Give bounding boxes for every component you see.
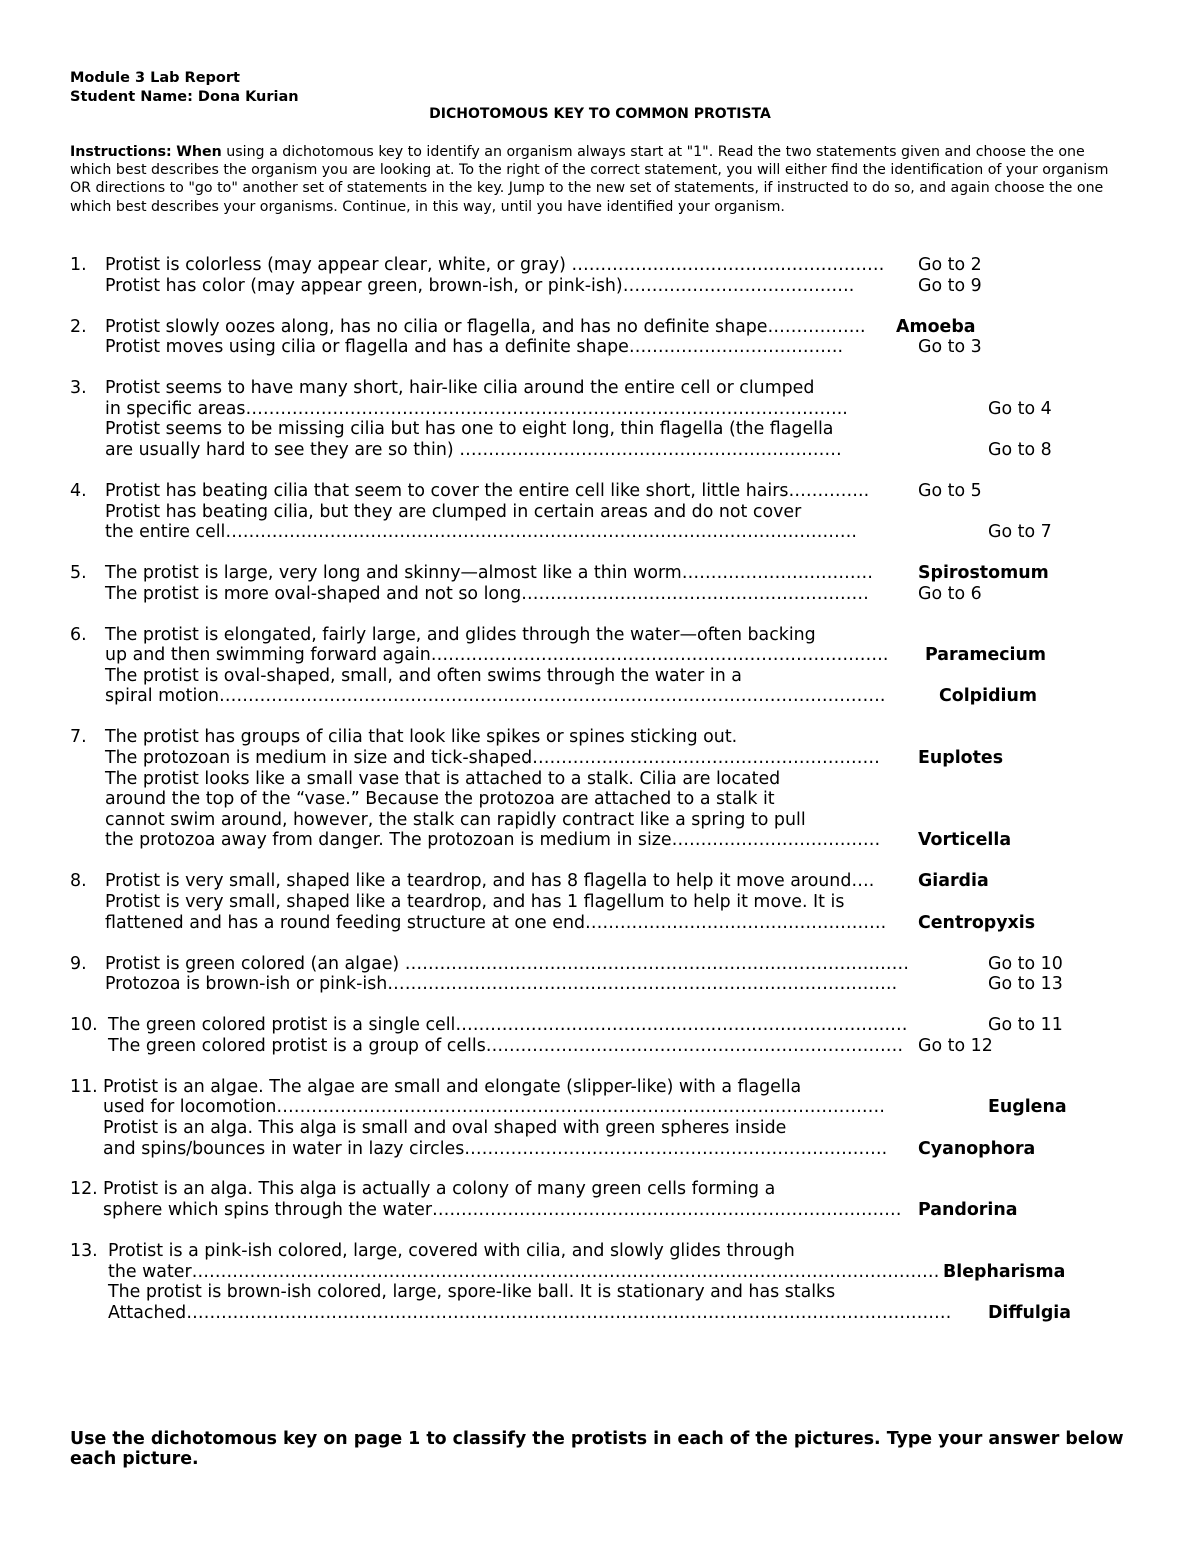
step-number: 12. xyxy=(70,1179,98,1200)
key-line xyxy=(70,1179,1130,1200)
organism-result: Pandorina xyxy=(918,1200,1018,1221)
key-line xyxy=(70,502,1130,523)
go-to-result: Go to 3 xyxy=(918,337,982,358)
go-to-result: Go to 2 xyxy=(918,255,982,275)
step-spacer xyxy=(70,604,1130,624)
statement-text: The protist is brown-ish colored, large, spore-like ball. It is stationary and has stalks xyxy=(108,1282,836,1303)
organism-result: Paramecium xyxy=(925,645,1047,666)
key-line xyxy=(70,1015,1130,1036)
statement-text: Protist slowly oozes along, has no cilia or flagella, and has no definite shape…………….. xyxy=(105,316,866,337)
key-line xyxy=(70,769,1130,790)
go-to-result: Go to 9 xyxy=(918,275,982,296)
statement-text: Protist is colorless (may appear clear, white, or gray) ……………………………………………… xyxy=(105,255,885,275)
step-spacer xyxy=(70,296,1130,316)
statement-text: around the top of the “vase.” Because the protozoa are attached to a stalk it xyxy=(105,789,775,810)
statement-text: Protist is very small, shaped like a teardrop, and has 1 flagellum to help it move. It is xyxy=(105,891,845,912)
key-line xyxy=(70,871,1130,892)
key-step xyxy=(70,481,1130,543)
step-number: 1. xyxy=(70,255,87,275)
key-step xyxy=(70,1015,1130,1056)
statement-text: The protist has groups of cilia that look like spikes or spines sticking out. xyxy=(105,727,738,748)
statement-text: spiral motion……………………………………………………………………………………………………. xyxy=(105,686,886,707)
step-spacer xyxy=(70,461,1130,481)
key-line xyxy=(70,645,1130,666)
dichotomous-key xyxy=(70,255,1130,1323)
key-line xyxy=(70,1262,1130,1283)
go-to-result: Go to 7 xyxy=(988,522,1052,543)
step-number: 8. xyxy=(70,871,87,892)
statement-text: Protist is an algae. The algae are small and elongate (slipper-like) with a flagella xyxy=(103,1076,802,1097)
key-line xyxy=(70,1303,1130,1324)
key-step xyxy=(70,563,1130,604)
key-line xyxy=(70,440,1130,461)
key-line xyxy=(70,276,1130,297)
key-step xyxy=(70,1241,1130,1323)
key-line xyxy=(70,727,1130,748)
key-line xyxy=(70,686,1130,707)
key-line xyxy=(70,481,1130,502)
key-step xyxy=(70,1077,1130,1159)
key-line xyxy=(70,1241,1130,1262)
statement-text: Protist has beating cilia, but they are clumped in certain areas and do not cover xyxy=(105,501,802,522)
organism-result: Euplotes xyxy=(918,748,1004,769)
key-line xyxy=(70,399,1130,420)
key-line xyxy=(70,913,1130,934)
key-line xyxy=(70,337,1130,358)
key-line xyxy=(70,1077,1130,1098)
key-step xyxy=(70,625,1130,707)
step-spacer xyxy=(70,358,1130,378)
organism-result: Spirostomum xyxy=(918,563,1049,584)
statement-text: Protist has beating cilia that seem to cover the entire cell like short, little hairs………….. xyxy=(105,480,870,501)
statement-text: Protozoa is brown-ish or pink-ish……………………………………………………………………………. xyxy=(105,974,898,995)
step-spacer xyxy=(70,995,1130,1015)
go-to-result: Go to 4 xyxy=(988,398,1052,419)
organism-result: Colpidium xyxy=(939,686,1037,707)
step-number: 10. xyxy=(70,1015,98,1036)
step-number: 11. xyxy=(70,1076,98,1097)
step-number: 6. xyxy=(70,624,87,645)
key-line xyxy=(70,1097,1130,1118)
statement-text: Protist moves using cilia or flagella and has a definite shape………………………………. xyxy=(105,337,844,358)
step-number: 13. xyxy=(70,1241,98,1262)
organism-result: Amoeba xyxy=(896,316,976,337)
key-line xyxy=(70,419,1130,440)
statement-text: sphere which spins through the water……………………………………………………………………… xyxy=(103,1200,902,1221)
statement-text: Protist is an alga. This alga is small and oval shaped with green spheres inside xyxy=(103,1117,787,1138)
step-number: 2. xyxy=(70,316,87,337)
statement-text: The protozoan is medium in size and tick-shaped…………………………………………………… xyxy=(105,748,880,769)
key-line xyxy=(70,1200,1130,1221)
statement-text: up and then swimming forward again……………………………………………………………………. xyxy=(105,645,889,666)
organism-result: Giardia xyxy=(918,871,989,892)
organism-result: Cyanophora xyxy=(918,1138,1036,1159)
step-spacer xyxy=(70,543,1130,563)
step-number: 5. xyxy=(70,563,87,584)
statement-text: The protist is elongated, fairly large, and glides through the water—often backing xyxy=(105,624,816,645)
key-line xyxy=(70,317,1130,338)
key-step xyxy=(70,255,1130,296)
key-line xyxy=(70,666,1130,687)
statement-text: and spins/bounces in water in lazy circles………………………………………………………………. xyxy=(103,1138,888,1159)
step-spacer xyxy=(70,1159,1130,1179)
statement-text: flattened and has a round feeding structure at one end……………………………………………. xyxy=(105,912,887,933)
statement-text: The protist is oval-shaped, small, and often swims through the water in a xyxy=(105,665,742,686)
go-to-result: Go to 12 xyxy=(918,1035,993,1056)
step-spacer xyxy=(70,1056,1130,1076)
instructions-label: Instructions: xyxy=(70,144,172,160)
step-spacer xyxy=(70,1221,1130,1241)
student-name: Student Name: Dona Kurian xyxy=(70,89,299,105)
statement-text: The protist is large, very long and skinny—almost like a thin worm…………………………… xyxy=(105,563,874,584)
module-heading: Module 3 Lab Report xyxy=(70,70,240,86)
key-line xyxy=(70,378,1130,399)
step-number: 7. xyxy=(70,727,87,748)
organism-result: Diffulgia xyxy=(988,1302,1071,1323)
key-line xyxy=(70,563,1130,584)
key-line xyxy=(70,584,1130,605)
statement-text: the protozoa away from danger. The protozoan is medium in size……………………………… xyxy=(105,830,881,851)
statement-text: Protist seems to have many short, hair-like cilia around the entire cell or clumped xyxy=(105,378,815,399)
key-line xyxy=(70,892,1130,913)
instructions-text: using a dichotomous key to identify an organism always start at "1". Read the two statements given and choose the one which best describes the organism you are looking at. To the right of the correct statement, you will either find the identification of your organism OR directions to "go to" another set of statements in the key. Jump to the new set of statements, if instructed to do so, and again choose the one which best describes your organisms. Continue, in this way, until you have identified your organism. xyxy=(70,144,1109,215)
statement-text: The protist looks like a small vase that is attached to a stalk. Cilia are located xyxy=(105,768,781,789)
organism-result: Blepharisma xyxy=(943,1261,1066,1282)
organism-result: Centropyxis xyxy=(918,912,1036,933)
key-line xyxy=(70,810,1130,831)
statement-text: Protist is an alga. This alga is actually a colony of many green cells forming a xyxy=(103,1179,776,1200)
key-step xyxy=(70,871,1130,933)
statement-text: The green colored protist is a single cell…………………………………………………………………… xyxy=(108,1015,908,1036)
statement-text: cannot swim around, however, the stalk can rapidly contract like a spring to pull xyxy=(105,809,806,830)
key-line xyxy=(70,830,1130,851)
statement-text: The green colored protist is a group of cells……………………………………………………………… xyxy=(108,1035,904,1056)
go-to-result: Go to 10 xyxy=(988,953,1063,974)
step-spacer xyxy=(70,851,1130,871)
statement-text: Protist is a pink-ish colored, large, covered with cilia, and slowly glides through xyxy=(108,1241,795,1262)
key-step xyxy=(70,727,1130,851)
statement-text: Protist is green colored (an algae) …………………………………………………………………………… xyxy=(105,953,910,974)
key-line xyxy=(70,748,1130,769)
key-step xyxy=(70,378,1130,460)
go-to-result: Go to 8 xyxy=(988,439,1052,460)
statement-text: used for locomotion…………………………………………………………………………………………… xyxy=(103,1097,886,1118)
statement-text: Attached…………………………………………………………………………………………………………………… xyxy=(108,1302,952,1323)
statement-text: in specific areas………………………………………………………………………………………….. xyxy=(105,398,848,419)
key-step xyxy=(70,954,1130,995)
statement-text: The protist is more oval-shaped and not so long…………………………………………………… xyxy=(105,583,869,604)
go-to-result: Go to 5 xyxy=(918,480,982,501)
step-number: 3. xyxy=(70,378,87,399)
statement-text: the water………………………………………………………………………………………………………………… xyxy=(108,1261,940,1282)
go-to-result: Go to 13 xyxy=(988,974,1063,995)
key-line xyxy=(70,625,1130,646)
statement-text: the entire cell………………………………………………………………………………………………. xyxy=(105,522,857,543)
key-step xyxy=(70,1179,1130,1220)
statement-text: Protist is very small, shaped like a teardrop, and has 8 flagella to help it move around…. xyxy=(105,871,875,892)
organism-result: Euglena xyxy=(988,1097,1067,1118)
statement-text: are usually hard to see they are so thin) ………………………………………………………… xyxy=(105,439,842,460)
go-to-result: Go to 11 xyxy=(988,1015,1063,1036)
step-spacer xyxy=(70,707,1130,727)
key-line xyxy=(70,954,1130,975)
go-to-result: Go to 6 xyxy=(918,583,982,604)
instructions-lead: When xyxy=(176,144,222,160)
key-line xyxy=(70,1036,1130,1057)
statement-text: Protist seems to be missing cilia but has one to eight long, thin flagella (the flagella xyxy=(105,419,834,440)
step-spacer xyxy=(70,933,1130,953)
organism-result: Vorticella xyxy=(918,830,1012,851)
step-number: 4. xyxy=(70,480,87,501)
key-step xyxy=(70,317,1130,358)
key-line xyxy=(70,1282,1130,1303)
closing-instructions: Use the dichotomous key on page 1 to classify the protists in each of the pictures. Type your answer below each picture. xyxy=(70,1429,1124,1470)
key-line xyxy=(70,1118,1130,1139)
statement-text: Protist has color (may appear green, brown-ish, or pink-ish)…………………………………. xyxy=(105,275,855,296)
key-line xyxy=(70,255,1130,276)
page-title: DICHOTOMOUS KEY TO COMMON PROTISTA xyxy=(429,106,771,122)
key-line xyxy=(70,522,1130,543)
key-line xyxy=(70,1139,1130,1160)
key-line xyxy=(70,789,1130,810)
step-number: 9. xyxy=(70,953,87,974)
instructions-paragraph xyxy=(70,143,1110,216)
key-line xyxy=(70,974,1130,995)
